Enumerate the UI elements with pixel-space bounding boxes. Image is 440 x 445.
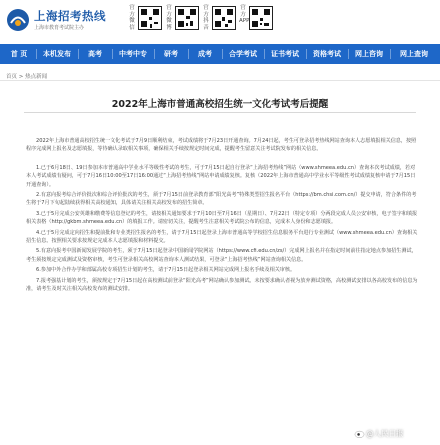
site-logo[interactable] [6, 6, 116, 36]
article-paragraph: 7.报考强基计划的考生，须按规定于7月15日起在高校测试前登录“阳光高考”网站确认参加测试。未按要求确认者视为放弃测试资格，高校测试安排以各高校发布的信息为准，请考生及时关注相关高校发布的测试安排。 [26, 277, 418, 293]
article-paragraph: 5.有意向报考中国新闻发展学院的考生，须于7月15日起登录中国新闻学院网站（https://www.cfi.edu.cn/zs/）完成网上报名并在指定时间前往指定地点参加招生测试，考生须按规定完成测试及资格审核，考生可登录相关高校网站查询本人测试结果，可登录“上海招考热线”网站查询相关信息。 [26, 248, 417, 263]
logo-mark-icon [6, 8, 30, 32]
nav-item-chengkao[interactable]: 成考 [198, 50, 212, 58]
qr-label: 官方微信 [129, 5, 135, 31]
nav-item-release[interactable]: 本机发布 [43, 50, 71, 58]
nav-item-qualification[interactable]: 资格考试 [313, 50, 341, 58]
logo-subtitle: 上海市教育考试院主办 [34, 25, 85, 31]
logo-title: 上海招考热线 [34, 9, 106, 23]
breadcrumb[interactable]: 首页 > 热点新闻 [6, 74, 48, 80]
article-paragraph: 6.参加中外合作办学和部属高校专项招生计划的考生，请于7月15日起登录相关网站完成网上报名手续及相关审核。 [36, 267, 296, 274]
nav-item-yankao[interactable]: 研考 [164, 50, 178, 58]
main-nav [0, 44, 440, 64]
qr-label: 官方抖音 [203, 5, 209, 31]
nav-item-certificate[interactable]: 证书考试 [271, 50, 299, 58]
nav-item-home[interactable]: 首 页 [10, 50, 28, 58]
article-paragraph: 2022年上海市普通高校招生统一文化考试于7月9日顺利结束，考试成绩将于7月23日开通查询。7月24日起，考生可登录招考热线网站查询本人志愿填报相关信息，按照程序完成网上报名及志愿填报，等待确认录取相关事项，确保相关手续按规定时间完成，提醒考生留意关注考试院发布的相关信息。 [26, 138, 417, 153]
nav-item-consult[interactable]: 网上咨询 [355, 50, 383, 58]
qr-label: 官方APP [239, 5, 250, 24]
article-paragraph: 3.已于5月完成公安英雄和缴费等信息登记的考生，请按相关通知要求于7月10日至7月16日（星期日）、7月22日（特定专项）分两段完成人员公安审核，电子签字和填报相关表格（http://gkbm.shmeea.edu.cn）的填报工作。请密切关注，提醒考生注意相关考试院公布的信息，完成本人身份和志愿填报。 [26, 210, 418, 226]
watermark [366, 428, 404, 440]
article-paragraph: 4.已于5月完成定向招生和提前批和专业类招生报名的考生，请于7月15日起登录上海市普通高等学校招生信息服务平台进行专业测试（www.shmeea.edu.cn）查询相关招生信息。按照相关要求按规定完成本人志愿填报和材料提交。 [26, 229, 418, 245]
article-body [26, 137, 420, 296]
nav-item-hexue[interactable]: 合学考试 [229, 50, 257, 58]
qr-code-icon [175, 6, 199, 30]
qr-label: 官方微博 [166, 5, 172, 31]
page-title: 2022年上海市普通高校招生统一文化考试考后提醒 [111, 99, 329, 110]
nav-item-zhongkao[interactable]: 中考中专 [119, 50, 147, 58]
nav-item-gaokao[interactable]: 高考 [88, 50, 102, 58]
qr-code-icon [212, 6, 236, 30]
watermark-text: @人民日报 [366, 429, 404, 438]
weibo-icon [354, 428, 365, 439]
nav-item-query[interactable]: 网上查询 [400, 50, 428, 58]
site-header [0, 0, 440, 44]
article-paragraph: 2.有意向报考综合评价批次和综合评价批次的考生，须于7月15日前登录教育部“阳光高考”特殊类型招生报名平台（https://bm.chsi.com.cn/）提交申请，符合条件的考生将于7月下旬起陆续获得相关高校通知，具体请关注相关高校发布的招生简章。 [26, 192, 417, 207]
divider [0, 80, 440, 81]
article-paragraph: 1.已于6月18日、19日参加本市普通高中学业水平等级性考试的考生，可于7月15日起自行登录“上海招考热线”网站（www.shmeea.edu.cn）查询本次考试成绩，若对本人考试成绩有疑问，可于7月16日10:00至17日16:00通过“上海招考热线”网站申请成绩复核。复核（2022年上海市普通高中学业水平等级性考试成绩复核申请于7月15日开通查询）。 [26, 164, 416, 188]
divider [24, 112, 416, 113]
qr-code-icon [249, 6, 273, 30]
qr-code-icon [138, 6, 162, 30]
